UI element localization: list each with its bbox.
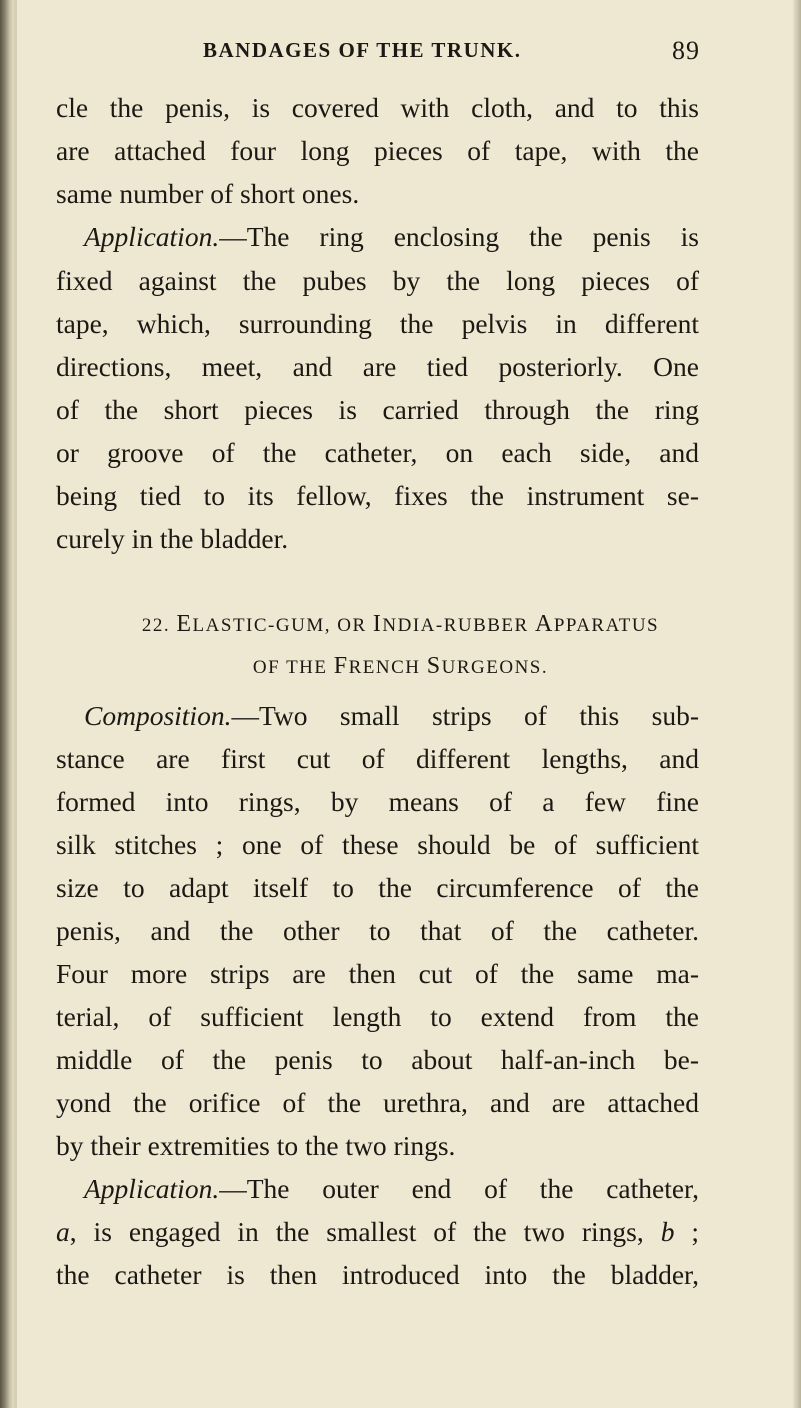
text-line bbox=[84, 699, 699, 733]
text-line: are attached four long pieces of tape, with the bbox=[56, 135, 699, 166]
binding-shadow bbox=[0, 0, 14, 1408]
paragraph-label: Application. bbox=[84, 1173, 220, 1204]
running-header bbox=[203, 36, 700, 66]
section-heading bbox=[0, 611, 801, 638]
heading-word: LASTIC-GUM, bbox=[192, 615, 331, 636]
running-title: BANDAGES OF THE TRUNK. bbox=[203, 38, 522, 62]
page-number: 89 bbox=[672, 36, 700, 65]
text-line: being tied to its fellow, fixes the instrument se- bbox=[56, 480, 699, 511]
section-heading-continued bbox=[0, 653, 801, 680]
text-span: , is engaged in the smallest of the two rings, bbox=[69, 1216, 661, 1247]
text-line: directions, meet, and are tied posteriorly. One bbox=[56, 351, 699, 382]
binding-edge bbox=[14, 0, 17, 1408]
text-line: same number of short ones. bbox=[56, 178, 360, 209]
heading-word: NDIA-RUBBER bbox=[382, 615, 529, 636]
text-line: yond the orifice of the urethra, and are attached bbox=[56, 1087, 699, 1118]
heading-initial: E bbox=[176, 611, 193, 637]
text-line: size to adapt itself to the circumference of the bbox=[56, 872, 699, 903]
page-right-edge bbox=[793, 0, 801, 1408]
section-number: 22. bbox=[141, 615, 171, 636]
heading-initial: F bbox=[333, 653, 349, 679]
text-line: Four more strips are then cut of the same ma- bbox=[56, 958, 699, 989]
heading-word: OR bbox=[337, 615, 367, 636]
text-line: middle of the penis to about half-an-inch be- bbox=[56, 1044, 699, 1075]
paragraph-label: Application. bbox=[84, 221, 220, 252]
text-line: by their extremities to the two rings. bbox=[56, 1130, 456, 1161]
text-line: of the short pieces is carried through the ring bbox=[56, 394, 699, 425]
heading-word: URGEONS. bbox=[441, 657, 549, 678]
text-line: the catheter is then introduced into the bladder, bbox=[56, 1259, 699, 1290]
text-span: ; bbox=[674, 1216, 700, 1247]
heading-word: RENCH bbox=[348, 657, 421, 678]
text-line: formed into rings, by means of a few fine bbox=[56, 786, 699, 817]
heading-word: PPARATUS bbox=[553, 615, 660, 636]
heading-word: OF THE bbox=[252, 657, 328, 678]
text-line: or groove of the catheter, on each side, and bbox=[56, 437, 699, 468]
text-span: —The ring enclosing the penis is bbox=[219, 221, 699, 252]
figure-letter-a: a bbox=[56, 1216, 70, 1247]
heading-initial: S bbox=[426, 653, 442, 679]
text-line: stance are first cut of different lengths, and bbox=[56, 743, 699, 774]
text-line: tape, which, surrounding the pelvis in different bbox=[56, 308, 699, 339]
text-line: penis, and the other to that of the catheter. bbox=[56, 915, 699, 946]
heading-initial: A bbox=[534, 611, 554, 637]
text-line: fixed against the pubes by the long pieces of bbox=[56, 265, 699, 296]
text-span: —The outer end of the catheter, bbox=[219, 1173, 699, 1204]
text-line: curely in the bladder. bbox=[56, 523, 289, 554]
text-line: cle the penis, is covered with cloth, and to this bbox=[56, 92, 699, 123]
text-line bbox=[84, 220, 699, 254]
text-line bbox=[84, 1172, 699, 1206]
paragraph-label: Composition. bbox=[84, 700, 232, 731]
text-line: silk stitches ; one of these should be of sufficient bbox=[56, 829, 699, 860]
text-span: —Two small strips of this sub- bbox=[231, 700, 699, 731]
text-line bbox=[56, 1215, 699, 1249]
figure-letter-b: b bbox=[660, 1216, 675, 1247]
text-line: terial, of sufficient length to extend from the bbox=[56, 1001, 699, 1032]
heading-initial: I bbox=[372, 611, 383, 637]
